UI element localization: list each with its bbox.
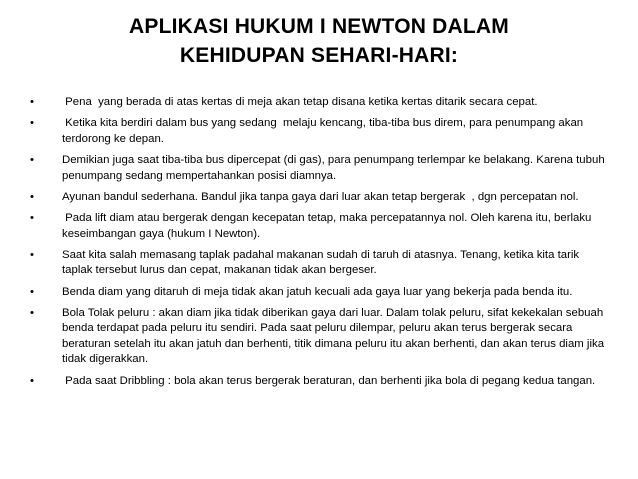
bullet-item — [30, 374, 612, 390]
bullet-dot-icon: • — [30, 117, 34, 130]
bullet-text: Pena yang berada di atas kertas di meja akan tetap disana ketika kertas ditarik secara cepat. — [62, 96, 538, 108]
bullet-item — [30, 153, 612, 184]
bullet-dot-icon: • — [30, 211, 34, 224]
bullet-item — [30, 211, 612, 242]
bullet-item — [30, 95, 612, 111]
slide-title-line-2: KEHIDUPAN SEHARI-HARI: — [179, 44, 459, 67]
bullet-dot-icon: • — [30, 306, 34, 319]
bullet-text: Pada saat Dribbling : bola akan terus bergerak beraturan, dan berhenti jika bola di pegang kedua tangan. — [62, 374, 596, 387]
bullet-text: Ketika kita berdiri dalam bus yang sedang melaju kencang, tiba-tiba bus direm, para penumpang akan terdorong ke depan. — [62, 117, 587, 145]
bullet-text: Demikian juga saat tiba-tiba bus dipercepat (di gas), para penumpang terlempar ke belakang. Karena tubuh penumpang sedang mempertahankan posisi diamnya. — [62, 153, 608, 182]
slide-title-line-1: APLIKASI HUKUM I NEWTON DALAM — [129, 15, 509, 38]
slide-title — [30, 12, 608, 70]
bullet-item — [30, 248, 612, 279]
bullet-dot-icon: • — [30, 374, 34, 387]
bullet-text: Saat kita salah memasang taplak padahal makanan sudah di taruh di atasnya. Tenang, ketika kita tarik taplak tersebut lurus dan cepat, makanan tidak akan bergeser. — [62, 248, 583, 277]
bullet-dot-icon: • — [30, 285, 34, 298]
bullet-text: Ayunan bandul sederhana. Bandul jika tanpa gaya dari luar akan tetap bergerak , dgn percepatan nol. — [62, 190, 579, 203]
bullet-dot-icon: • — [30, 248, 34, 261]
bullet-text: Benda diam yang ditaruh di meja tidak akan jatuh kecuali ada gaya luar yang bekerja pada benda itu. — [62, 285, 573, 298]
bullet-item — [30, 306, 612, 368]
bullet-dot-icon: • — [30, 153, 34, 166]
bullet-item — [30, 116, 612, 147]
bullet-text: Bola Tolak peluru : akan diam jika tidak diberikan gaya dari luar. Dalam tolak peluru, sifat kekekalan sebuah benda terdapat pada peluru itu sendiri. Pada saat peluru dilempar, peluru akan terus bergerak secara beraturan setelah itu akan jatuh dan berhenti, titik dimana peluru itu akan berhenti, dan akan terus diam jika tidak digerakkan. — [62, 306, 608, 366]
bullet-dot-icon: • — [30, 96, 34, 108]
bullet-item — [30, 285, 612, 301]
bullet-list — [30, 95, 612, 395]
bullet-text: Pada lift diam atau bergerak dengan kecepatan tetap, maka percepatannya nol. Oleh karena itu, berlaku keseimbangan gaya (hukum I Newton). — [62, 211, 595, 240]
bullet-item — [30, 190, 612, 206]
bullet-dot-icon: • — [30, 190, 34, 203]
